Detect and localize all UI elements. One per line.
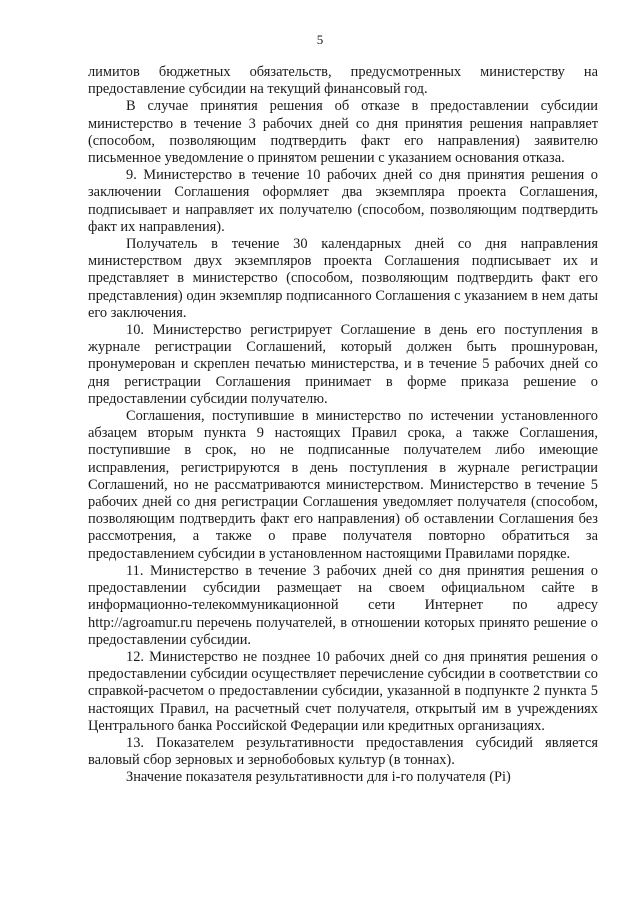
paragraph-late-agreements: Соглашения, поступившие в министерство по истечении установленного абзацем вторым пункта 9 настоящих Правил срока, а также Соглашения, поступившие в срок, но не подписанные получателем либо имеющие исправления, регистрируются в день поступления в журнале регистрации Соглашений, но не рассматриваются министерством. Министерство в течение 5 рабочих дней со дня регистрации Соглашения уведомляет получателя (способом, позволяющим подтвердить факт его направления) об оставлении Соглашения без рассмотрения, а также о праве получателя повторно обратиться за предоставлением субсидии в установленном настоящими Правилами порядке. (88, 408, 598, 562)
paragraph-refusal-notice: В случае принятия решения об отказе в предоставлении субсидии министерство в течение 3 рабочих дней со дня принятия решения направляет (способом, позволяющим подтвердить факт его направления) заявителю письменное уведомление о принятом решении с указанием основания отказа. (88, 98, 598, 167)
paragraph-indicator-value: Значение показателя результативности для i-го получателя (Pi) (126, 769, 511, 786)
paragraph-item-10: 10. Министерство регистрирует Соглашение в день его поступления в журнале регистрации Соглашений, который должен быть прошнурован, пронумерован и скреплен печатью министерства, и в течение 5 рабочих дней со дня регистрации Соглашения принимает в форме приказа решение о предоставлении субсидии получателю. (88, 322, 598, 407)
page-number: 5 (316, 32, 324, 47)
paragraph-item-11: 11. Министерство в течение 3 рабочих дней со дня принятия решения о предоставлении субсидии размещает на своем официальном сайте в информационно-телекоммуникационной сети Интернет по адресу http://agroamur.ru перечень получателей, в отношении которых принято решение о предоставлении субсидии. (88, 562, 598, 648)
paragraph-item-12: 12. Министерство не позднее 10 рабочих дней со дня принятия решения о предоставлении субсидии осуществляет перечисление субсидии в соответствии со справкой-расчетом о предоставлении субсидии, указанной в подпункте 2 пункта 5 настоящих Правил, на расчетный счет получателя, открытый им в учреждениях Центрального банка Российской Федерации или кредитных организациях. (88, 648, 598, 734)
paragraph-item-9: 9. Министерство в течение 10 рабочих дней со дня принятия решения о заключении Соглашения оформляет два экземпляра проекта Соглашения, подписывает и направляет их получателю (способом, позволяющим подтвердить факт их направления). (88, 167, 598, 235)
paragraph-continuation: лимитов бюджетных обязательств, предусмотренных министерству на предоставление субсидии на текущий финансовый год. (88, 64, 598, 98)
paragraph-recipient-signing: Получатель в течение 30 календарных дней со дня направления министерством двух экземпляров проекта Соглашения подписывает их и представляет в министерство (способом, позволяющим подтвердить факт его представления) один экземпляр подписанного Соглашения с указанием в нем даты его заключения. (88, 236, 598, 321)
paragraph-item-13: 13. Показателем результативности предоставления субсидий является валовый сбор зерновых и зернобобовых культур (в тоннах). (88, 734, 598, 769)
document-body (88, 64, 598, 787)
